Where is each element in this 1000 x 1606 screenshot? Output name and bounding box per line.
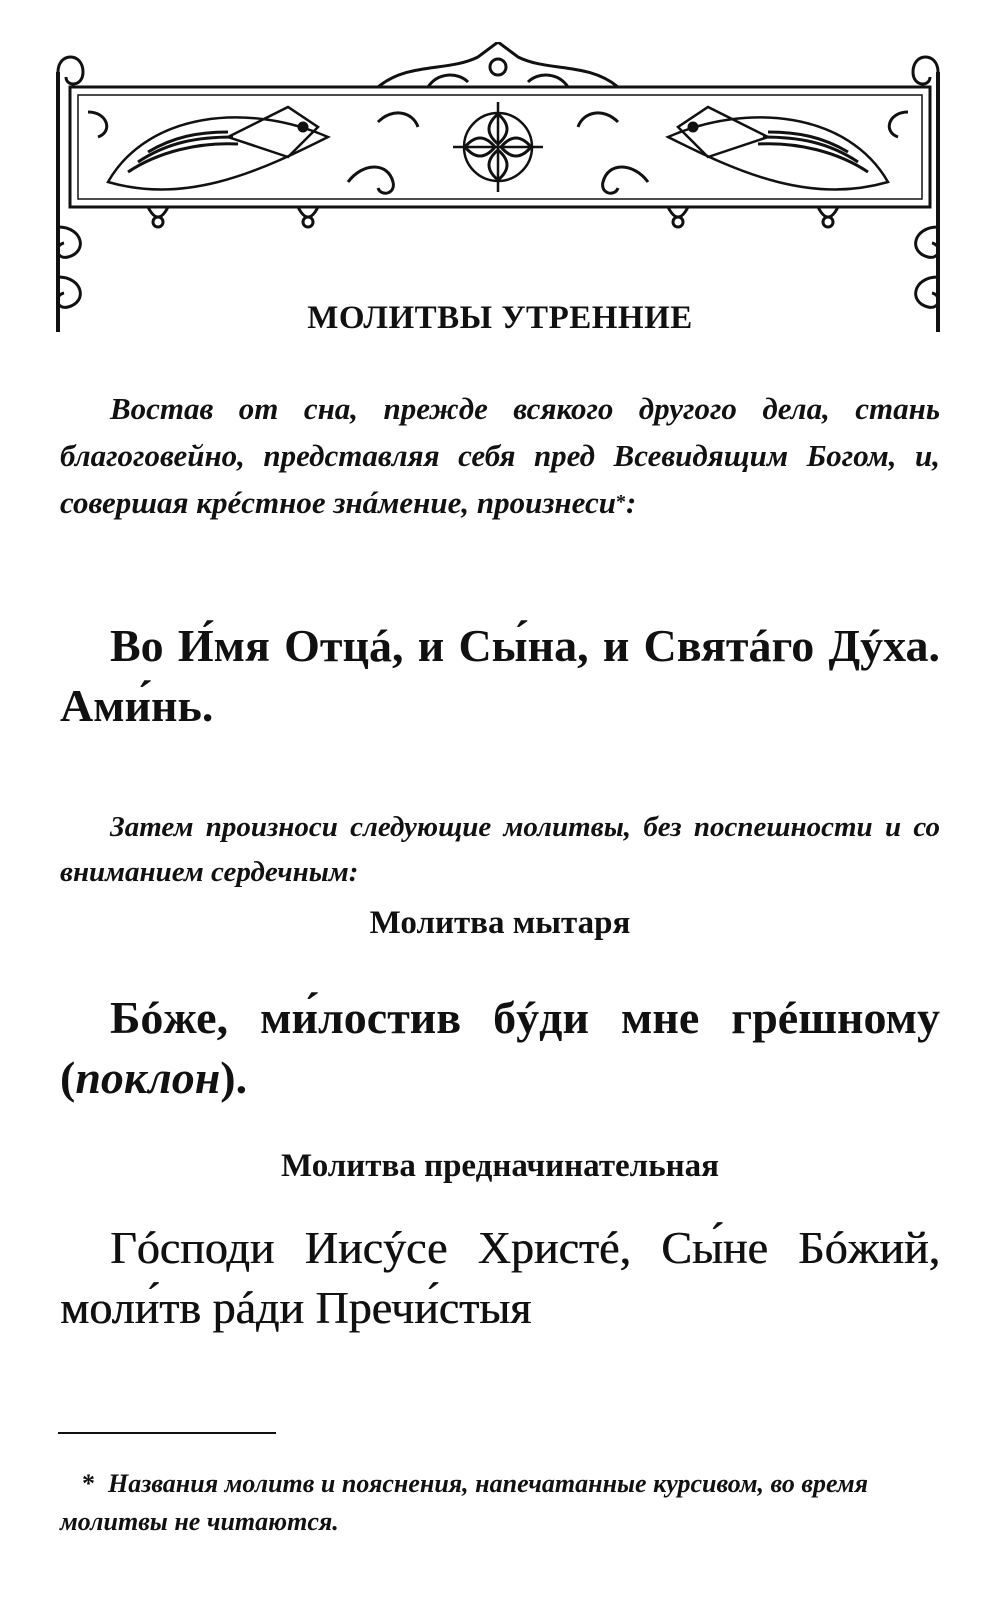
intro-asterisk: * [615, 491, 626, 513]
prayer-trinity: Во И́мя Отцá, и Сы́на, и Святáго Дýха. Ами́нь. [60, 620, 940, 731]
prayer-initial: Гóсподи Иисýсе Христé, Сы́не Бóжий, моли́тв рáди Пречи́стыя [60, 1222, 940, 1333]
rubric-next: Затем произноси следующие молитвы, без поспешности и со вниманием сердечным: [60, 811, 940, 888]
heading-publican: Молитва мытаря [369, 905, 631, 941]
prayer-publican-bow: поклон [75, 1052, 221, 1103]
footnote-marker: * [82, 1469, 95, 1498]
intro-colon: : [625, 485, 637, 520]
prayer-publican: Бóже, ми́лостив бýди мне грéшному (поклон). [60, 992, 940, 1103]
intro-rubric [60, 385, 940, 526]
intro-rubric-text: Востав от сна, прежде всякого другого дела, стань благоговейно, представляя себя пред Всевидящим Богом, и, совершая крéстное знáмение, произнеси [60, 391, 940, 520]
footnote [60, 1465, 940, 1541]
prayer-publican-text: Бóже, ми́лостив бýди мне грéшному [110, 992, 940, 1043]
footnote-text: Названия молитв и пояснения, напечатанные курсивом, во время молитвы не читаются. [60, 1469, 869, 1536]
heading-initial: Молитва предначинательная [280, 1148, 720, 1184]
footnote-divider [58, 1432, 276, 1434]
page-title: МОЛИТВЫ УТРЕННИЕ [307, 300, 693, 336]
